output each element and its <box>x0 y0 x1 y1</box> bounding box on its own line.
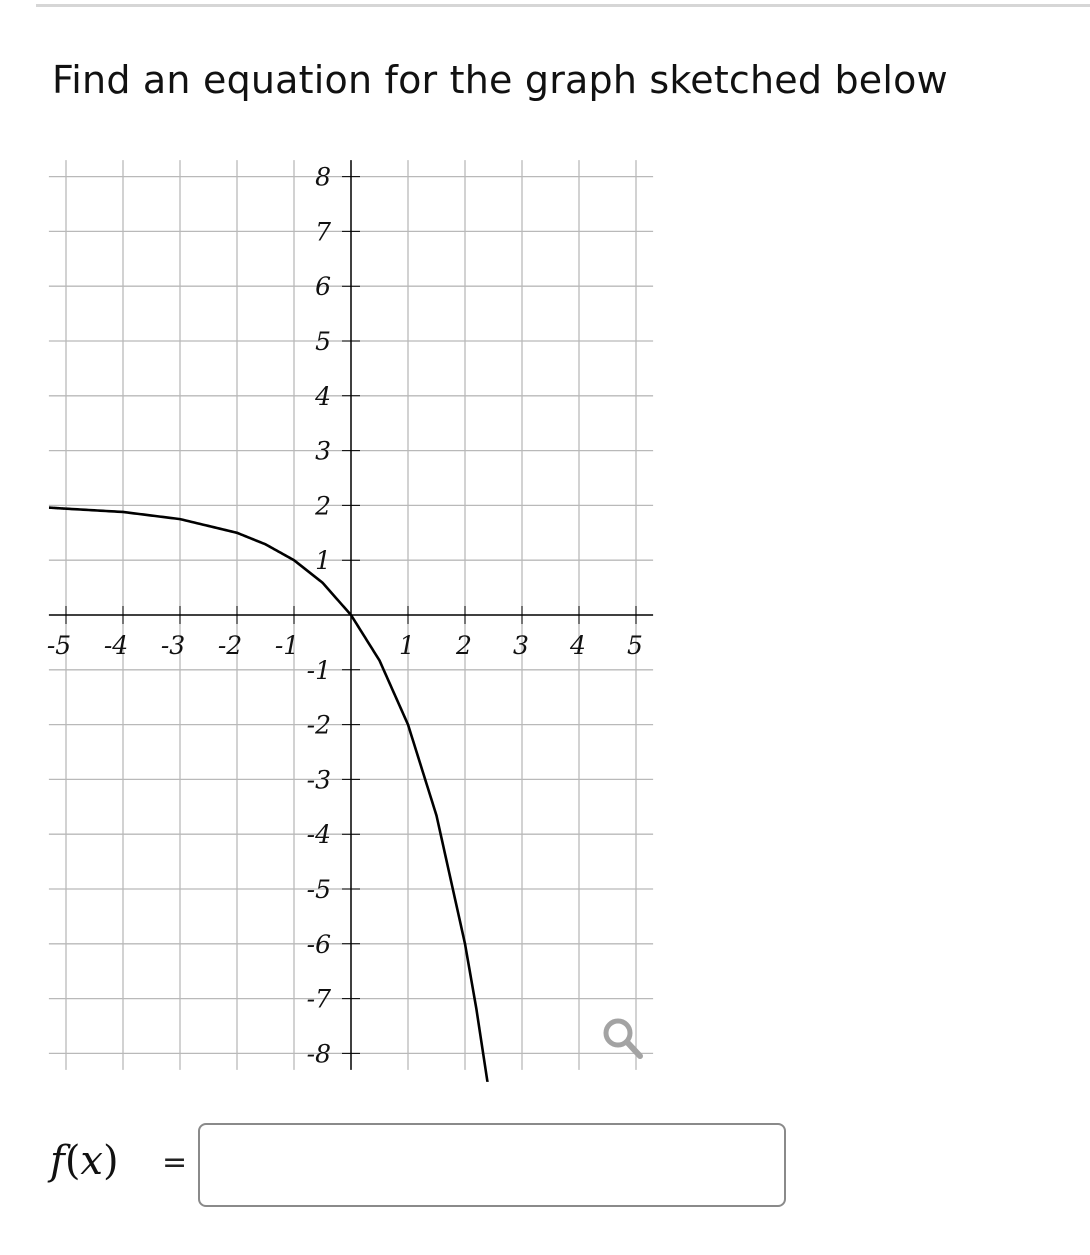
x-tick-label: 5 <box>627 631 643 660</box>
question-prompt: Find an equation for the graph sketched below <box>52 58 948 102</box>
graph-curve <box>46 508 488 1085</box>
x-tick-label: 2 <box>456 631 472 660</box>
y-tick-label: -5 <box>306 875 331 904</box>
y-tick-label: 4 <box>315 381 331 411</box>
graph-curve-layer <box>46 508 488 1085</box>
function-variable: x <box>80 1138 103 1184</box>
x-tick-label: -5 <box>46 631 72 660</box>
y-tick-label: -4 <box>306 820 331 850</box>
x-tick-label: -2 <box>217 631 243 660</box>
x-tick-label: 4 <box>570 631 586 660</box>
y-tick-label: -2 <box>306 710 331 740</box>
function-label <box>50 1138 119 1184</box>
y-tick-label: -1 <box>306 655 331 685</box>
x-tick-label: 1 <box>399 631 415 660</box>
x-tick-label: 3 <box>513 631 529 660</box>
y-tick-label: 5 <box>315 327 331 356</box>
x-tick-label: -3 <box>160 631 186 660</box>
open-paren: ( <box>64 1138 81 1184</box>
y-tick-label: 7 <box>315 217 331 247</box>
x-tick-label: -1 <box>274 631 300 660</box>
y-tick-label: -8 <box>306 1039 331 1069</box>
y-tick-label: -7 <box>306 984 331 1014</box>
y-tick-label: 6 <box>315 272 331 302</box>
close-paren: ) <box>102 1138 119 1184</box>
y-tick-label: 1 <box>315 546 331 576</box>
equals-sign: = <box>162 1145 188 1180</box>
x-tick-label: -4 <box>103 631 129 660</box>
y-tick-label: -3 <box>306 765 331 795</box>
y-tick-label: 2 <box>315 491 331 521</box>
y-tick-label: 3 <box>315 436 331 466</box>
magnifier-icon[interactable] <box>606 1021 640 1056</box>
answer-input[interactable] <box>198 1123 786 1207</box>
y-tick-label: 8 <box>315 162 331 192</box>
function-name: f <box>50 1138 65 1184</box>
y-tick-label: -6 <box>306 929 331 959</box>
